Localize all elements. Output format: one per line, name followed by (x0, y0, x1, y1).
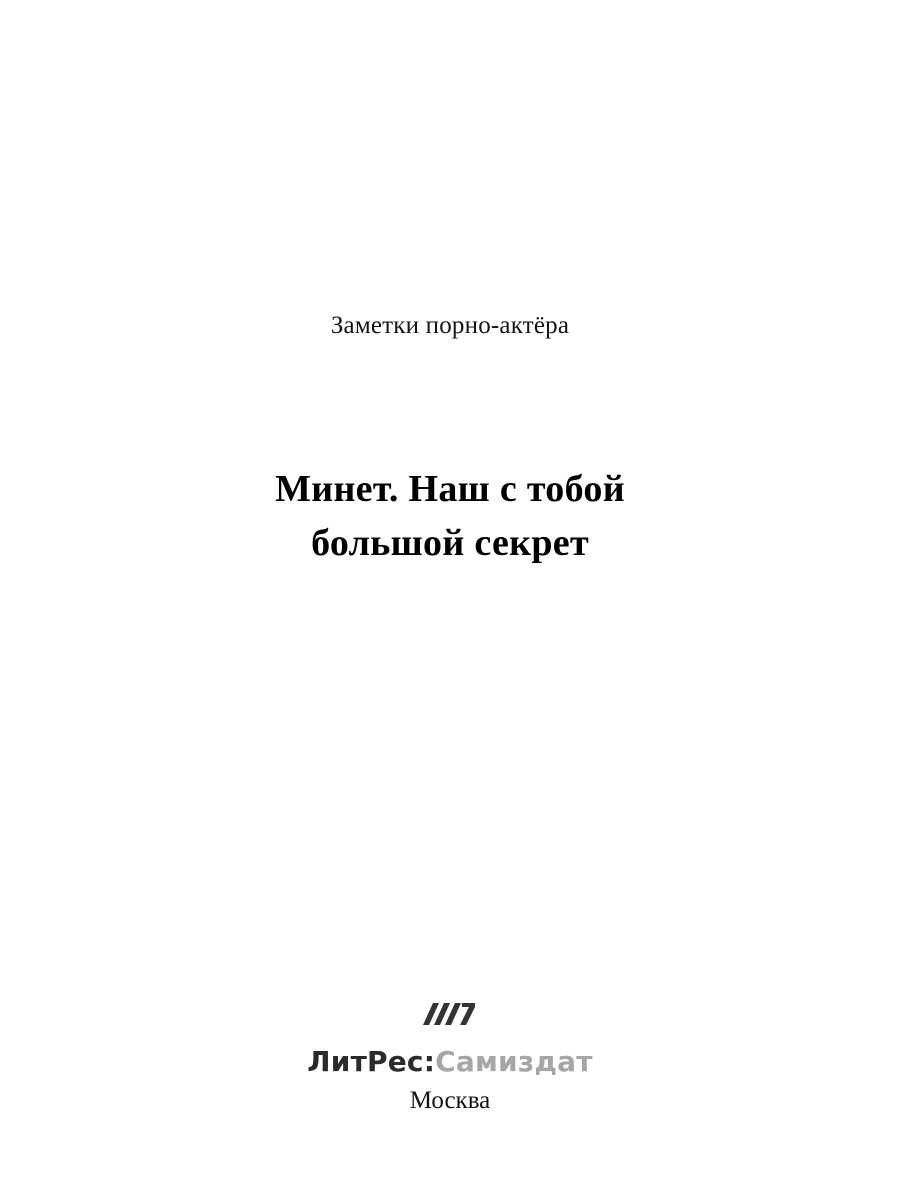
publisher-name (0, 1047, 900, 1078)
publisher-name-primary: ЛитРес (307, 1045, 424, 1078)
publisher-block (0, 995, 900, 1115)
publisher-name-secondary: Самиздат (435, 1045, 593, 1078)
series-label: Заметки порно-актёра (330, 312, 570, 339)
page-title-line-1: Минет. Наш с тобой (275, 468, 625, 510)
publisher-name-separator: : (423, 1045, 436, 1078)
litres-chevrons-icon (417, 995, 483, 1041)
publisher-city: Москва (409, 1086, 491, 1114)
page-title-line-2: большой секрет (311, 521, 589, 564)
page-title (130, 463, 770, 571)
